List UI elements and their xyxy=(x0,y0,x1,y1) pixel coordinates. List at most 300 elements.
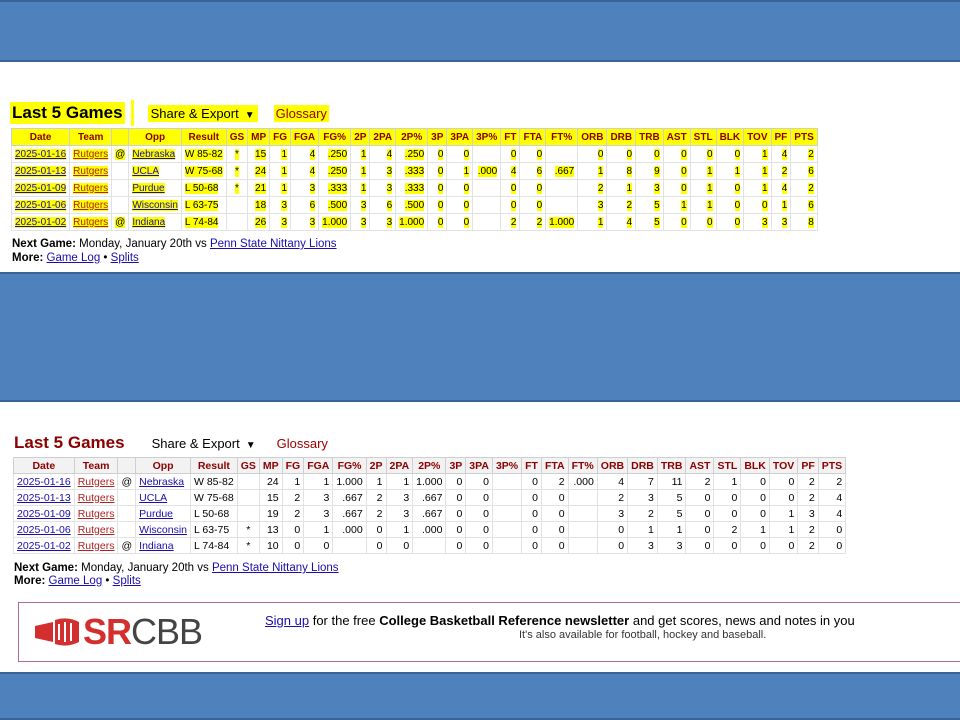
blk-value: 0 xyxy=(760,507,766,520)
column-header[interactable]: GS xyxy=(237,458,259,474)
cell-p3p xyxy=(473,197,501,214)
column-header[interactable]: ORB xyxy=(597,458,627,474)
p2-value: 2 xyxy=(376,507,383,520)
column-header[interactable]: AST xyxy=(663,129,690,146)
column-header[interactable]: Team xyxy=(74,458,118,474)
cell-date xyxy=(14,506,75,522)
column-header[interactable]: 2P% xyxy=(396,129,428,146)
column-header[interactable]: Opp xyxy=(129,129,182,146)
ast-value: 0 xyxy=(681,182,687,194)
date-link[interactable]: 2025-01-09 xyxy=(15,182,67,194)
date-link[interactable]: 2025-01-13 xyxy=(15,165,67,177)
pts-value: 2 xyxy=(836,475,843,488)
team-link[interactable]: Rutgers xyxy=(77,507,115,520)
column-header[interactable]: FG% xyxy=(333,458,366,474)
cell-p2 xyxy=(351,163,370,180)
table-row xyxy=(14,506,846,522)
cell-date xyxy=(12,180,70,197)
cell-p2a xyxy=(370,214,396,231)
cell-ast xyxy=(663,214,690,231)
next-game-opponent-link[interactable]: Penn State Nittany Lions xyxy=(209,238,337,250)
column-header[interactable]: 3P% xyxy=(492,458,521,474)
column-header[interactable]: FTA xyxy=(520,129,546,146)
stl-value: 0 xyxy=(731,491,738,504)
cell-tov xyxy=(744,197,771,214)
cell-p3 xyxy=(428,197,447,214)
trb-value: 5 xyxy=(654,216,660,228)
column-header[interactable]: 3PA xyxy=(447,129,473,146)
cell-fga xyxy=(304,506,333,522)
date-link[interactable]: 2025-01-06 xyxy=(17,523,71,536)
column-header[interactable]: Date xyxy=(14,458,75,474)
cell-tov xyxy=(769,474,797,490)
srcbb-logo xyxy=(33,611,202,653)
cell-stl xyxy=(690,214,716,231)
at-value: @ xyxy=(121,539,133,552)
column-header[interactable]: FG xyxy=(282,458,304,474)
cell-mp xyxy=(248,146,270,163)
cell-result xyxy=(181,214,226,231)
opponent-link[interactable]: Indiana xyxy=(132,216,166,228)
mp-value: 13 xyxy=(266,523,279,536)
column-header[interactable]: PF xyxy=(771,129,791,146)
column-header[interactable]: AST xyxy=(686,458,714,474)
column-header[interactable]: PF xyxy=(798,458,818,474)
cell-mp xyxy=(248,180,270,197)
fg-value: 2 xyxy=(294,507,301,520)
cell-p2a xyxy=(386,490,413,506)
splits-link[interactable]: Splits xyxy=(110,252,139,264)
column-header[interactable]: BLK xyxy=(741,458,770,474)
trb-value: 1 xyxy=(676,523,683,536)
fgp-value: .000 xyxy=(342,523,363,536)
cell-ast xyxy=(663,163,690,180)
p3a-value: 0 xyxy=(483,507,489,520)
cell-fgp xyxy=(319,163,351,180)
gs-value: * xyxy=(246,523,251,536)
p2p-value: 1.000 xyxy=(416,475,443,488)
cell-date xyxy=(12,163,70,180)
cell-p3 xyxy=(446,522,466,538)
cell-ftp xyxy=(546,163,578,180)
cell-fta xyxy=(520,163,546,180)
column-header[interactable]: FT xyxy=(501,129,520,146)
cell-p2p xyxy=(413,490,446,506)
cell-pf xyxy=(771,214,791,231)
column-header[interactable]: TRB xyxy=(657,458,686,474)
column-header[interactable]: Result xyxy=(191,458,238,474)
mp-value: 15 xyxy=(255,148,267,160)
cell-result xyxy=(191,474,238,490)
orb-value: 0 xyxy=(618,523,625,536)
share-export-button[interactable] xyxy=(149,435,259,452)
column-header[interactable]: FGA xyxy=(304,458,333,474)
column-header[interactable]: FG xyxy=(270,129,291,146)
cell-p3a xyxy=(447,146,473,163)
team-link[interactable]: Rutgers xyxy=(73,182,109,194)
column-header[interactable]: TOV xyxy=(769,458,797,474)
pf-value: 1 xyxy=(781,199,788,211)
column-header[interactable]: FT% xyxy=(546,129,578,146)
cell-at xyxy=(118,538,136,554)
gs-value: * xyxy=(234,148,239,160)
cell-tov xyxy=(769,490,797,506)
cell-opp xyxy=(129,146,182,163)
result-value: L 63-75 xyxy=(194,523,230,536)
splits-link[interactable]: Splits xyxy=(112,575,141,587)
column-header[interactable]: 2PA xyxy=(370,129,396,146)
ft-value: 0 xyxy=(510,182,517,194)
orb-value: 3 xyxy=(618,507,625,520)
fg-value: 3 xyxy=(281,199,288,211)
fgp-value: 1.000 xyxy=(322,216,348,228)
p3a-value: 0 xyxy=(463,216,470,228)
team-link[interactable]: Rutgers xyxy=(77,523,115,536)
date-link[interactable]: 2025-01-16 xyxy=(15,148,67,160)
opponent-link[interactable]: UCLA xyxy=(139,491,168,504)
cell-fta xyxy=(520,146,546,163)
cell-ast xyxy=(663,197,690,214)
next-game-opponent-link[interactable]: Penn State Nittany Lions xyxy=(211,562,339,574)
team-link[interactable]: Rutgers xyxy=(73,216,109,228)
cell-opp xyxy=(129,214,182,231)
fga-value: 6 xyxy=(309,199,316,211)
opponent-link[interactable]: Purdue xyxy=(139,507,174,520)
cell-tov xyxy=(744,146,771,163)
cell-fgp xyxy=(333,506,366,522)
cell-opp xyxy=(136,538,191,554)
stl-value: 1 xyxy=(731,475,738,488)
srcbb-wordmark: SRCBB xyxy=(83,611,203,652)
cell-p2a xyxy=(386,474,413,490)
fga-value: 3 xyxy=(323,507,330,520)
date-link[interactable]: 2025-01-09 xyxy=(17,507,71,520)
mp-value: 10 xyxy=(266,539,279,552)
column-header[interactable]: DRB xyxy=(628,458,658,474)
cell-ft xyxy=(522,490,542,506)
ft-value: 0 xyxy=(532,507,538,520)
column-header[interactable]: Date xyxy=(12,129,70,146)
cell-ftp xyxy=(568,506,597,522)
cell-p3a xyxy=(466,506,493,522)
column-header[interactable]: 2P% xyxy=(413,458,446,474)
column-header[interactable]: Result xyxy=(181,129,226,146)
opponent-link[interactable]: Nebraska xyxy=(139,475,185,488)
cell-result xyxy=(191,538,238,554)
cell-fta xyxy=(541,490,568,506)
cell-team xyxy=(74,490,118,506)
cell-opp xyxy=(136,474,191,490)
cell-pf xyxy=(798,506,818,522)
cell-fga xyxy=(304,538,333,554)
cell-blk xyxy=(716,214,744,231)
column-header[interactable] xyxy=(118,458,136,474)
p2p-value: .000 xyxy=(422,523,443,536)
table-row xyxy=(12,214,818,231)
cell-p3 xyxy=(428,163,447,180)
cell-team xyxy=(70,197,112,214)
opponent-link[interactable]: Nebraska xyxy=(132,148,176,160)
drb-value: 2 xyxy=(626,199,633,211)
p2-value: 0 xyxy=(376,539,383,552)
fgp-value: .667 xyxy=(342,507,363,520)
cell-pf xyxy=(798,522,818,538)
p3-value: 0 xyxy=(437,148,444,160)
column-header[interactable]: ORB xyxy=(578,129,607,146)
cell-team xyxy=(74,474,118,490)
cell-date xyxy=(12,146,70,163)
cell-p3 xyxy=(446,474,466,490)
column-header[interactable]: STL xyxy=(714,458,741,474)
tov-value: 0 xyxy=(788,491,795,504)
result-value: L 74-84 xyxy=(194,539,230,552)
column-header[interactable]: TRB xyxy=(636,129,664,146)
cell-p3 xyxy=(446,538,466,554)
cell-team xyxy=(74,538,118,554)
cell-at xyxy=(118,474,136,490)
column-header[interactable]: 2P xyxy=(366,458,386,474)
p2-value: 1 xyxy=(360,148,367,160)
cell-stl xyxy=(690,197,716,214)
column-header[interactable]: PTS xyxy=(818,458,845,474)
highlighted-panel xyxy=(0,62,960,272)
tov-value: 0 xyxy=(761,199,768,211)
column-header[interactable]: FT xyxy=(522,458,542,474)
cell-fta xyxy=(541,538,568,554)
cell-pts xyxy=(818,490,845,506)
team-link[interactable]: Rutgers xyxy=(73,199,109,211)
next-game-line xyxy=(12,238,337,250)
cell-date xyxy=(14,474,75,490)
cell-pts xyxy=(791,146,817,163)
table-header-row xyxy=(12,129,818,146)
cell-blk xyxy=(716,197,744,214)
drb-value: 7 xyxy=(648,475,654,488)
column-header[interactable]: 3P% xyxy=(473,129,501,146)
drb-value: 1 xyxy=(648,523,654,536)
cell-stl xyxy=(714,474,741,490)
cell-gs xyxy=(226,214,247,231)
cell-orb xyxy=(578,214,607,231)
cell-stl xyxy=(714,506,741,522)
cell-gs xyxy=(237,522,259,538)
cell-p2a xyxy=(386,522,413,538)
table-row xyxy=(14,490,846,506)
team-link[interactable]: Rutgers xyxy=(77,491,115,504)
team-link[interactable]: Rutgers xyxy=(73,165,109,177)
cell-gs xyxy=(237,506,259,522)
cell-fg xyxy=(282,474,304,490)
cell-trb xyxy=(657,506,686,522)
share-export-button[interactable] xyxy=(148,105,258,122)
fga-value: 4 xyxy=(309,165,316,177)
cell-orb xyxy=(597,522,627,538)
cell-p2a xyxy=(386,506,413,522)
ast-value: 1 xyxy=(681,199,687,211)
pts-value: 4 xyxy=(836,507,843,520)
p2-value: 0 xyxy=(376,523,383,536)
date-link[interactable]: 2025-01-13 xyxy=(17,491,71,504)
column-header[interactable]: 3P xyxy=(428,129,447,146)
p2p-value: 1.000 xyxy=(399,216,425,228)
team-link[interactable]: Rutgers xyxy=(77,475,115,488)
cell-blk xyxy=(741,538,770,554)
orb-value: 2 xyxy=(597,182,604,194)
cell-blk xyxy=(716,146,744,163)
more-separator: • xyxy=(103,252,108,264)
result-value: L 63-75 xyxy=(184,199,219,211)
cell-orb xyxy=(597,506,627,522)
mp-value: 24 xyxy=(255,165,267,177)
column-header[interactable]: GS xyxy=(226,129,247,146)
column-header[interactable]: BLK xyxy=(716,129,744,146)
glossary-button[interactable]: Glossary xyxy=(276,435,328,451)
fgp-value: .667 xyxy=(342,491,363,504)
column-header[interactable]: 2P xyxy=(351,129,370,146)
orb-value: 1 xyxy=(597,165,604,177)
cell-at xyxy=(118,490,136,506)
cell-result xyxy=(191,506,238,522)
table-row xyxy=(12,197,818,214)
last-5-games-table xyxy=(13,457,846,554)
at-value: @ xyxy=(121,475,133,488)
column-header[interactable]: MP xyxy=(259,458,282,474)
tov-value: 3 xyxy=(761,216,768,228)
team-link[interactable]: Rutgers xyxy=(77,539,115,552)
cell-pf xyxy=(798,538,818,554)
cell-opp xyxy=(129,180,182,197)
fta-value: 2 xyxy=(558,475,565,488)
blk-value: 0 xyxy=(760,539,766,552)
column-header[interactable]: STL xyxy=(690,129,716,146)
opponent-link[interactable]: Wisconsin xyxy=(139,523,188,536)
column-header[interactable]: Team xyxy=(70,129,112,146)
cell-team xyxy=(74,506,118,522)
orb-value: 2 xyxy=(618,491,625,504)
column-header[interactable]: TOV xyxy=(744,129,771,146)
cell-p2 xyxy=(351,214,370,231)
cell-pf xyxy=(771,197,791,214)
cell-stl xyxy=(690,180,716,197)
cell-fta xyxy=(520,197,546,214)
fg-value: 1 xyxy=(281,165,288,177)
date-link[interactable]: 2025-01-02 xyxy=(17,539,71,552)
game-log-link[interactable]: Game Log xyxy=(48,575,103,587)
stl-value: 0 xyxy=(707,216,713,228)
date-link[interactable]: 2025-01-02 xyxy=(15,216,67,228)
cell-p3a xyxy=(466,522,493,538)
blk-value: 1 xyxy=(734,165,741,177)
trb-value: 5 xyxy=(654,199,660,211)
opponent-link[interactable]: UCLA xyxy=(132,165,160,177)
cell-fta xyxy=(541,522,568,538)
cell-at xyxy=(118,506,136,522)
date-link[interactable]: 2025-01-16 xyxy=(17,475,71,488)
cell-trb xyxy=(636,180,664,197)
column-header[interactable]: 3PA xyxy=(466,458,493,474)
column-header[interactable]: FTA xyxy=(541,458,568,474)
opponent-link[interactable]: Indiana xyxy=(139,539,174,552)
more-separator: • xyxy=(105,575,110,587)
column-header[interactable] xyxy=(112,129,129,146)
section-header xyxy=(12,432,330,454)
cell-ft xyxy=(501,163,520,180)
cell-p2 xyxy=(366,506,386,522)
caret-down-icon: ▼ xyxy=(244,109,255,121)
blk-value: 1 xyxy=(760,523,766,536)
column-header[interactable]: 2PA xyxy=(386,458,413,474)
column-header[interactable]: DRB xyxy=(607,129,636,146)
p3a-value: 0 xyxy=(463,182,470,194)
cell-pts xyxy=(818,538,845,554)
pf-value: 2 xyxy=(808,491,815,504)
p2p-value: .333 xyxy=(404,165,425,177)
p2p-value: .500 xyxy=(404,199,425,211)
cell-fg xyxy=(270,146,291,163)
opponent-link[interactable]: Wisconsin xyxy=(132,199,178,211)
cell-p2p xyxy=(413,522,446,538)
fga-value: 1 xyxy=(323,475,330,488)
cell-gs xyxy=(226,197,247,214)
fta-value: 6 xyxy=(536,165,543,177)
glossary-button[interactable]: Glossary xyxy=(275,105,327,121)
column-header[interactable]: FGA xyxy=(291,129,319,146)
cell-result xyxy=(181,197,226,214)
p3-value: 0 xyxy=(456,491,463,504)
cell-ast xyxy=(686,490,714,506)
opponent-link[interactable]: Purdue xyxy=(132,182,165,194)
p2a-value: 3 xyxy=(403,491,410,504)
p2-value: 1 xyxy=(360,165,367,177)
fta-value: 0 xyxy=(558,523,565,536)
p3-value: 0 xyxy=(437,216,444,228)
column-header[interactable]: 3P xyxy=(446,458,466,474)
column-header[interactable]: PTS xyxy=(791,129,817,146)
ast-value: 0 xyxy=(704,507,711,520)
cell-fga xyxy=(304,474,333,490)
column-header[interactable]: FG% xyxy=(319,129,351,146)
ast-value: 0 xyxy=(704,539,711,552)
cell-ft xyxy=(501,180,520,197)
column-header[interactable]: MP xyxy=(248,129,270,146)
cell-orb xyxy=(578,180,607,197)
ft-value: 0 xyxy=(532,539,538,552)
fta-value: 0 xyxy=(558,507,565,520)
date-link[interactable]: 2025-01-06 xyxy=(15,199,67,211)
column-header[interactable]: FT% xyxy=(568,458,597,474)
cell-p2p xyxy=(413,538,446,554)
cell-p2 xyxy=(351,180,370,197)
cell-fg xyxy=(270,197,291,214)
p3a-value: 0 xyxy=(463,199,470,211)
column-header[interactable]: Opp xyxy=(136,458,191,474)
team-link[interactable]: Rutgers xyxy=(73,148,109,160)
ast-value: 0 xyxy=(681,165,687,177)
cell-fg xyxy=(270,214,291,231)
cell-ast xyxy=(686,522,714,538)
cell-p2 xyxy=(366,538,386,554)
cell-orb xyxy=(597,538,627,554)
cell-mp xyxy=(248,197,270,214)
sign-up-link[interactable]: Sign up xyxy=(265,613,310,628)
game-log-link[interactable]: Game Log xyxy=(46,252,101,264)
cell-at xyxy=(118,522,136,538)
fgp-value: .333 xyxy=(327,182,348,194)
fgp-value: 1.000 xyxy=(336,475,363,488)
cell-pf xyxy=(798,490,818,506)
section-title: Last 5 Games xyxy=(14,433,125,452)
p2-value: 1 xyxy=(376,475,383,488)
